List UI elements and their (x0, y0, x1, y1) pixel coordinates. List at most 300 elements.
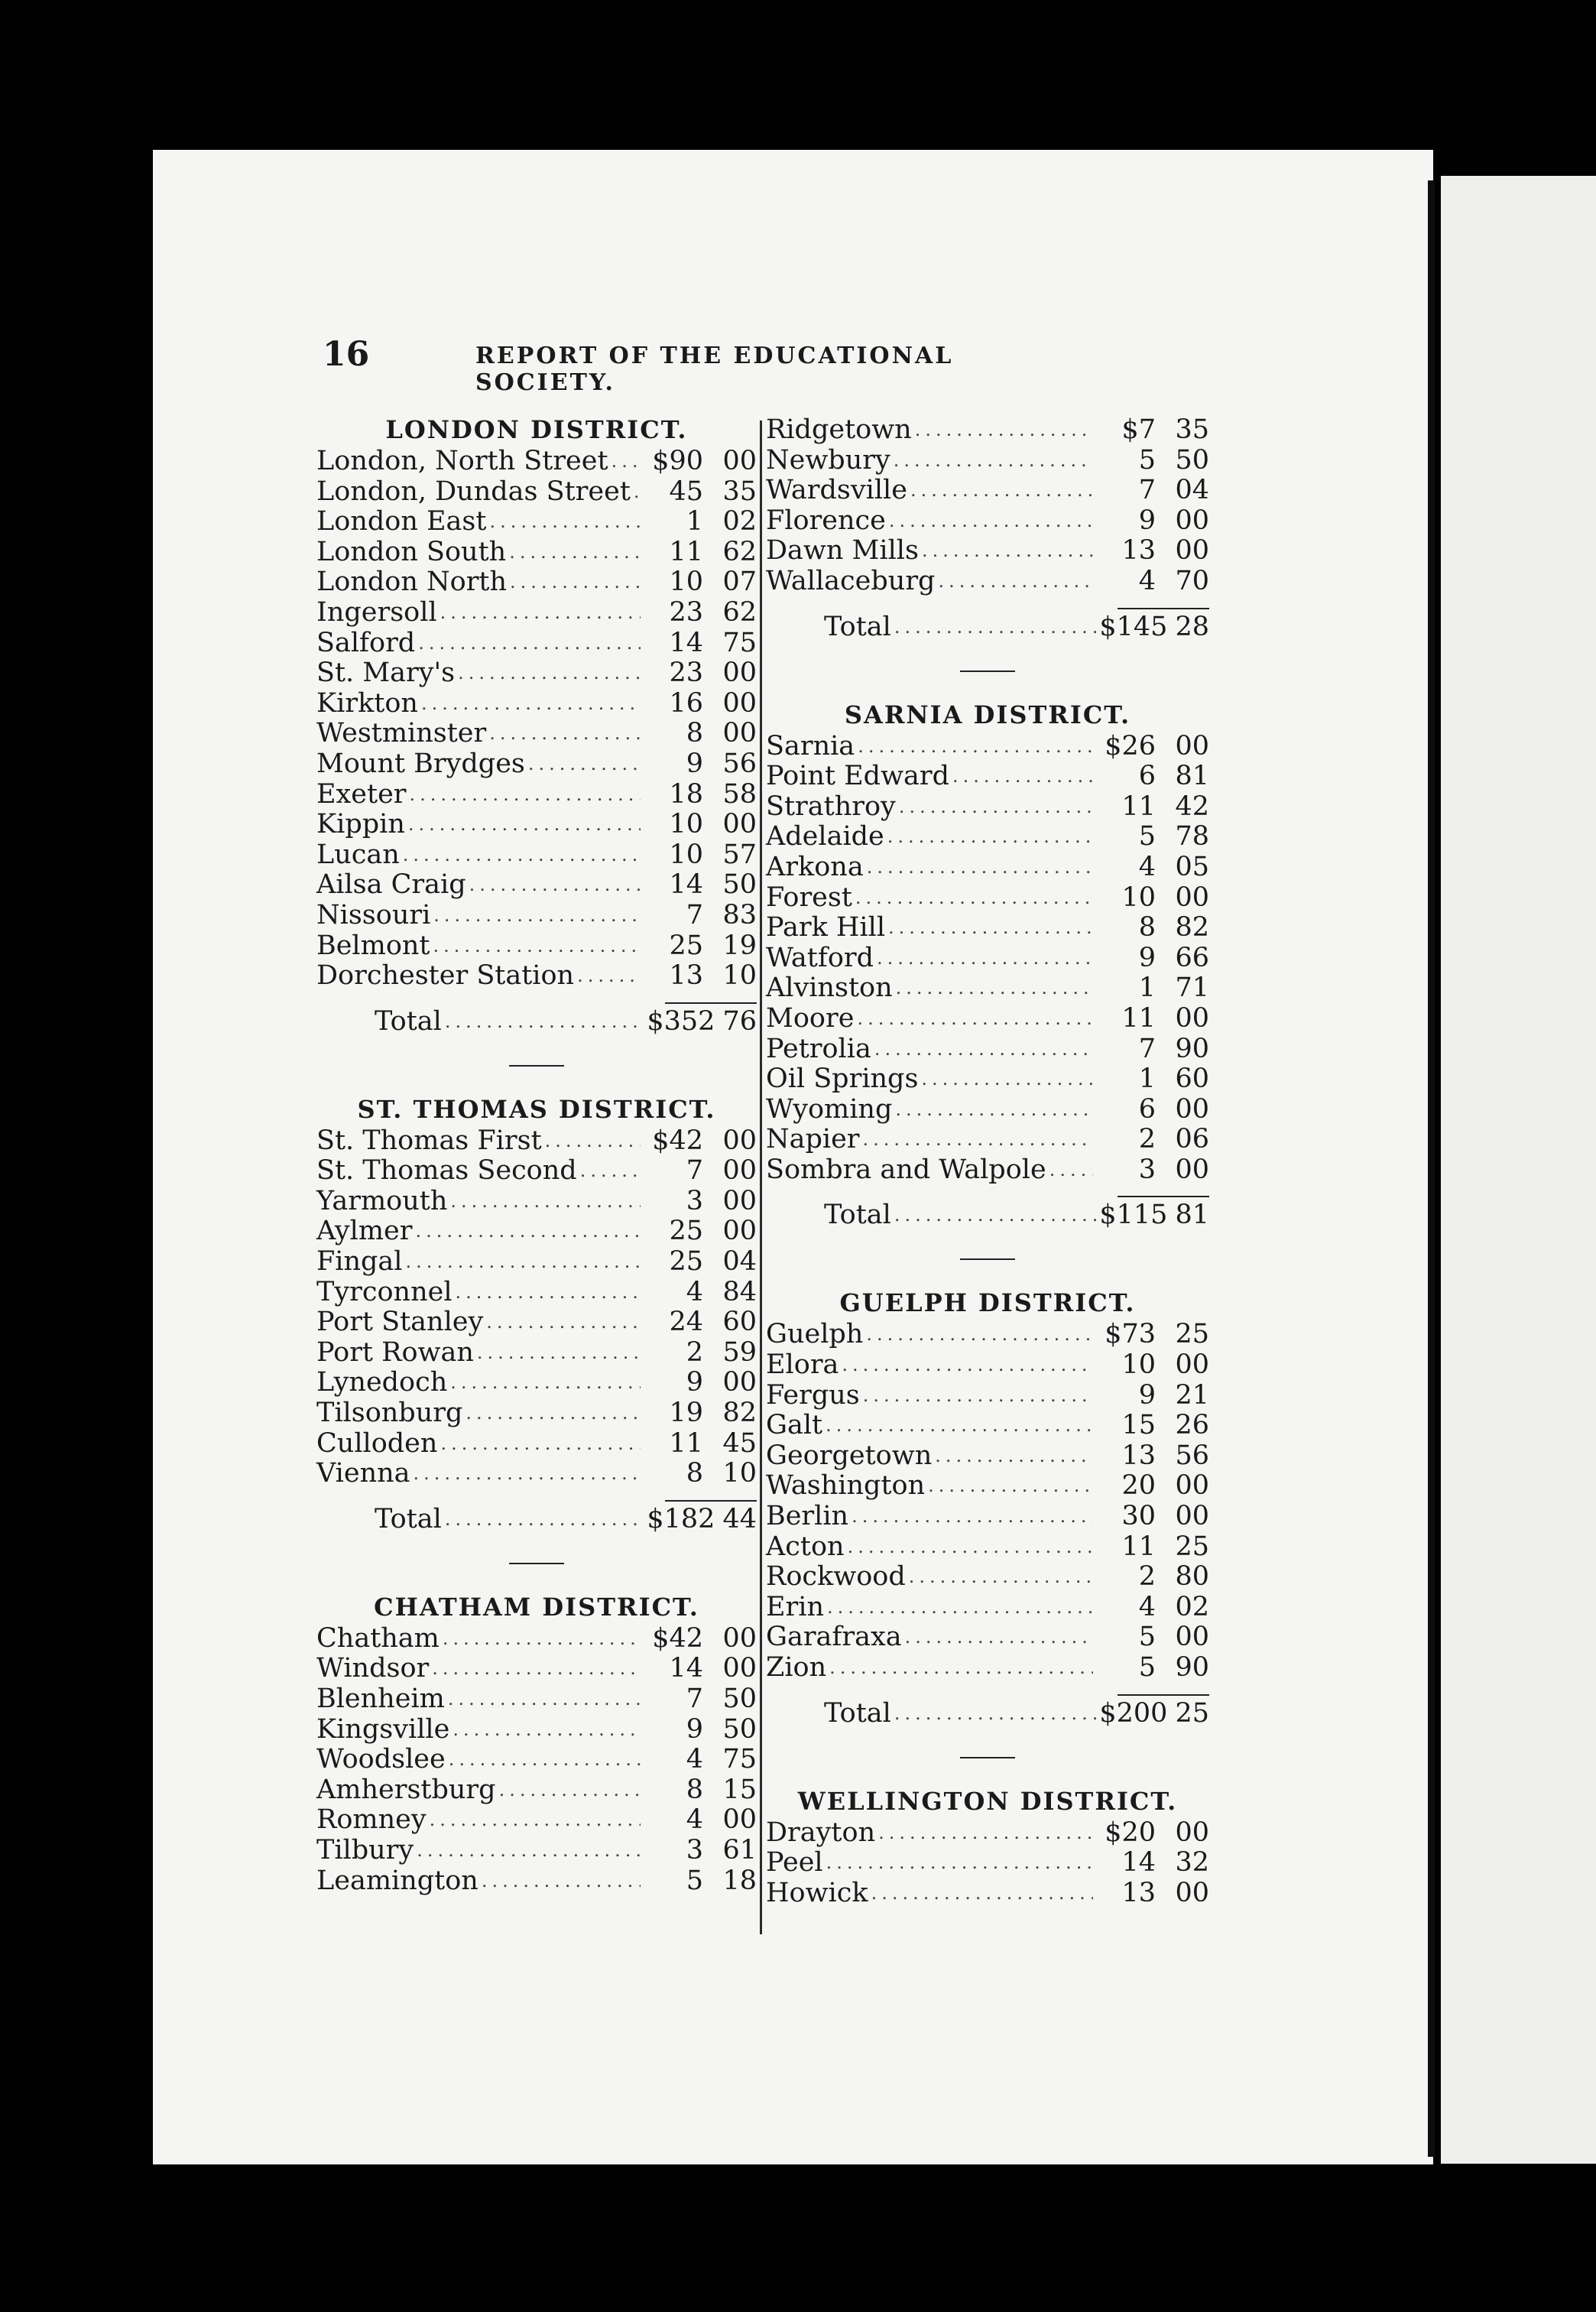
place-name: Washington (766, 1470, 926, 1502)
table-row (316, 1654, 757, 1684)
section-separator (509, 1065, 564, 1067)
amount-cents: 82 (1175, 912, 1209, 943)
amount-dollars: 10 (1121, 882, 1156, 913)
leader-dots (852, 1502, 1093, 1532)
amount-dollars: 4 (1138, 565, 1156, 596)
leader-dots (952, 761, 1093, 792)
page-header (323, 335, 1087, 396)
place-name: Point Edward (766, 761, 950, 792)
leader-dots (486, 1307, 641, 1338)
place-name: Oil Springs (766, 1063, 919, 1095)
place-name: Mount Brydges (316, 748, 525, 779)
amount-cents: 59 (722, 1336, 757, 1368)
amount-cents: 00 (1175, 1093, 1209, 1125)
place-name: Fergus (766, 1379, 860, 1411)
left-column (316, 413, 757, 1896)
amount-cents: 15 (722, 1774, 757, 1805)
total-row (766, 609, 1209, 645)
leader-dots (878, 1818, 1093, 1849)
amount-dollars: 14 (1121, 1847, 1156, 1878)
table-row (316, 1338, 757, 1369)
place-name: Romney (316, 1804, 427, 1836)
table-row (316, 870, 757, 901)
amount-dollars: 24 (669, 1307, 703, 1338)
amount-dollars: 5 (1138, 444, 1156, 476)
place-name: Galt (766, 1410, 823, 1441)
leader-dots (863, 1125, 1093, 1155)
amount-dollars: 10 (669, 809, 703, 840)
amount-dollars: 18 (669, 778, 703, 810)
amount-dollars: 14 (669, 627, 703, 658)
amount-dollars: 3 (1138, 1154, 1156, 1185)
place-name: Fingal (316, 1246, 403, 1278)
table-row (766, 822, 1209, 852)
amount-cents: 00 (1175, 1877, 1209, 1908)
amount-cents: 32 (1175, 1847, 1209, 1878)
amount-cents: 00 (722, 718, 757, 749)
table-row (766, 1848, 1209, 1878)
amount-dollars: 25 (669, 1246, 703, 1278)
amount-cents: 00 (722, 809, 757, 840)
table-row (766, 1878, 1209, 1909)
amount-cents: 62 (722, 536, 757, 567)
place-name: Napier (766, 1124, 860, 1155)
table-row (766, 913, 1209, 943)
leader-dots (611, 446, 641, 477)
table-row (316, 1156, 757, 1187)
leader-dots (417, 1836, 641, 1866)
table-row (316, 1745, 757, 1775)
place-name: London North (316, 567, 508, 598)
table-row (316, 780, 757, 810)
table-row (766, 476, 1209, 506)
district-table (316, 1126, 757, 1489)
table-row (766, 1653, 1209, 1684)
amount-cents: 00 (1175, 1817, 1209, 1848)
amount-cents: 60 (722, 1307, 757, 1338)
amount-cents: 25 (1175, 1319, 1209, 1350)
place-name: Elora (766, 1349, 839, 1381)
amount-dollars: 9 (1138, 942, 1156, 973)
amount-dollars: 13 (1121, 1877, 1156, 1908)
amount-dollars: $26 (1105, 730, 1156, 761)
table-row (316, 931, 757, 962)
leader-dots (458, 658, 641, 689)
amount-cents: 00 (722, 1804, 757, 1836)
table-row (766, 792, 1209, 823)
table-row (766, 1350, 1209, 1381)
place-name: Garafraxa (766, 1622, 902, 1653)
place-name: Kingsville (316, 1713, 450, 1745)
table-row (766, 506, 1209, 537)
amount-dollars: 4 (686, 1804, 703, 1836)
amount-dollars: 1 (1138, 973, 1156, 1004)
amount-dollars: $42 (652, 1622, 703, 1654)
place-name: Vienna (316, 1458, 410, 1489)
place-name: Adelaide (766, 821, 884, 852)
amount-cents: 90 (1175, 1033, 1209, 1064)
place-name: St. Mary's (316, 658, 456, 689)
place-name: Leamington (316, 1865, 478, 1896)
amount-dollars: 11 (669, 1427, 703, 1459)
place-name: Wyoming (766, 1093, 893, 1125)
amount-dollars: 4 (686, 1276, 703, 1307)
leader-dots (433, 901, 641, 931)
table-row (766, 1562, 1209, 1593)
page-number: 16 (323, 335, 370, 374)
table-row (316, 1278, 757, 1308)
amount-dollars: 5 (1138, 1652, 1156, 1683)
column-divider (760, 421, 762, 1934)
place-name: Nissouri (316, 899, 431, 930)
place-name: Forest (766, 882, 852, 913)
total-row (316, 1502, 757, 1537)
district-table (766, 415, 1209, 597)
place-name: Wallaceburg (766, 565, 936, 596)
amount-dollars: 10 (1121, 1349, 1156, 1381)
amount-dollars: 30 (1121, 1501, 1156, 1532)
place-name: Port Stanley (316, 1307, 484, 1338)
district-title: WELLINGTON DISTRICT. (797, 1786, 1178, 1816)
amount-cents: 00 (722, 1653, 757, 1684)
place-name: Arkona (766, 851, 864, 882)
amount-cents: 50 (1175, 444, 1209, 476)
table-row (766, 1502, 1209, 1532)
table-row (766, 1320, 1209, 1350)
place-name: Berlin (766, 1501, 849, 1532)
leader-dots (899, 792, 1093, 823)
table-row (316, 1368, 757, 1398)
place-name: Ailsa Craig (316, 869, 466, 901)
leader-dots (867, 852, 1093, 883)
table-row (316, 1307, 757, 1338)
table-row (316, 961, 757, 992)
amount-dollars: 4 (1138, 851, 1156, 882)
place-name: Howick (766, 1877, 868, 1908)
place-name: Aylmer (316, 1216, 413, 1247)
leader-dots (445, 1502, 644, 1537)
amount-cents: 58 (722, 778, 757, 810)
total-dollars: $182 (647, 1503, 715, 1534)
place-name: Amherstburg (316, 1774, 496, 1805)
amount-dollars: 16 (669, 687, 703, 719)
table-row (316, 719, 757, 749)
place-name: Georgetown (766, 1440, 933, 1471)
table-row (766, 1471, 1209, 1502)
amount-cents: 00 (1175, 882, 1209, 913)
leader-dots (545, 1126, 641, 1157)
table-row (766, 852, 1209, 883)
place-name: Acton (766, 1531, 845, 1562)
amount-dollars: 14 (669, 1653, 703, 1684)
leader-dots (858, 732, 1093, 762)
place-name: Salford (316, 627, 416, 658)
place-name: Peel (766, 1847, 823, 1878)
table-row (316, 901, 757, 931)
place-name: Drayton (766, 1817, 876, 1848)
amount-cents: 10 (722, 960, 757, 992)
amount-dollars: 9 (1138, 505, 1156, 536)
leader-dots (421, 689, 641, 719)
leader-dots (415, 1216, 641, 1247)
place-name: Dawn Mills (766, 535, 919, 567)
table-row (316, 1247, 757, 1278)
leader-dots (418, 628, 641, 659)
amount-dollars: $90 (652, 446, 703, 476)
place-name: Zion (766, 1652, 827, 1683)
amount-cents: 84 (722, 1276, 757, 1307)
district-table (316, 1624, 757, 1896)
place-name: Park Hill (766, 912, 886, 943)
table-row (316, 477, 757, 508)
amount-dollars: 25 (669, 1216, 703, 1247)
amount-dollars: 13 (669, 960, 703, 992)
place-name: Ridgetown (766, 414, 912, 445)
amount-cents: 75 (722, 627, 757, 658)
amount-cents: 00 (1175, 535, 1209, 567)
table-row (316, 1805, 757, 1836)
amount-cents: 00 (722, 1622, 757, 1654)
table-row (766, 1411, 1209, 1441)
table-row (316, 1866, 757, 1897)
leader-dots (580, 1156, 641, 1187)
amount-cents: 78 (1175, 821, 1209, 852)
amount-dollars: 19 (669, 1398, 703, 1429)
table-row (766, 1622, 1209, 1653)
leader-dots (909, 1562, 1093, 1593)
amount-dollars: 9 (1138, 1379, 1156, 1411)
place-name: Moore (766, 1002, 855, 1034)
leader-dots (430, 1805, 641, 1836)
leader-dots (477, 1338, 641, 1369)
table-row (316, 1624, 757, 1654)
leader-dots (440, 1429, 641, 1460)
amount-cents: 00 (1175, 1002, 1209, 1034)
table-row (316, 1126, 757, 1157)
amount-dollars: 3 (686, 1185, 703, 1216)
leader-dots (406, 1247, 641, 1278)
section-separator (960, 1757, 1015, 1758)
place-name: Lucan (316, 839, 400, 870)
table-row (766, 1125, 1209, 1155)
amount-dollars: 1 (686, 506, 703, 537)
amount-cents: 00 (1175, 730, 1209, 761)
amount-cents: 81 (1175, 761, 1209, 792)
leader-dots (414, 1459, 641, 1489)
amount-dollars: 11 (669, 536, 703, 567)
total-cents: 28 (1175, 611, 1209, 642)
leader-dots (928, 1471, 1093, 1502)
amount-cents: 10 (722, 1458, 757, 1489)
amount-dollars: 25 (669, 930, 703, 961)
place-name: Westminster (316, 718, 487, 749)
leader-dots (432, 1654, 641, 1684)
amount-cents: 50 (722, 1684, 757, 1714)
amount-cents: 00 (722, 687, 757, 719)
amount-dollars: 23 (669, 596, 703, 628)
table-row (766, 1155, 1209, 1186)
place-name: Strathroy (766, 791, 896, 822)
leader-dots (482, 1866, 641, 1897)
leader-dots (905, 1622, 1093, 1653)
leader-dots (877, 943, 1093, 974)
place-name: Kippin (316, 809, 405, 840)
amount-cents: 60 (1175, 1063, 1209, 1095)
table-row (316, 1836, 757, 1866)
amount-cents: 57 (722, 839, 757, 870)
table-row (316, 1775, 757, 1806)
table-row (316, 537, 757, 568)
amount-dollars: 8 (1138, 912, 1156, 943)
table-row (316, 628, 757, 659)
leader-dots (894, 1197, 1097, 1232)
leader-dots (466, 1398, 641, 1429)
amount-dollars: 6 (1138, 1093, 1156, 1125)
district-title: LONDON DISTRICT. (385, 415, 688, 444)
leader-dots (863, 1381, 1093, 1411)
leader-dots (510, 567, 641, 598)
amount-dollars: $73 (1105, 1319, 1156, 1350)
leader-dots (894, 609, 1097, 645)
amount-cents: 66 (1175, 942, 1209, 973)
amount-dollars: 13 (1121, 1440, 1156, 1471)
amount-dollars: 8 (686, 1774, 703, 1805)
table-row (316, 749, 757, 780)
table-row (316, 1398, 757, 1429)
table-row (316, 1684, 757, 1715)
place-name: London, Dundas Street (316, 476, 631, 507)
leader-dots (469, 870, 641, 901)
district-title: CHATHAM DISTRICT. (374, 1592, 699, 1622)
amount-cents: 45 (722, 1427, 757, 1459)
leader-dots (489, 507, 641, 537)
amount-dollars: 11 (1121, 791, 1156, 822)
amount-cents: 02 (1175, 1591, 1209, 1622)
leader-dots (509, 537, 641, 568)
amount-cents: 26 (1175, 1410, 1209, 1441)
table-row (316, 689, 757, 719)
leader-dots (910, 476, 1093, 506)
place-name: Tilsonburg (316, 1398, 463, 1429)
place-name: London East (316, 506, 487, 537)
leader-dots (857, 1004, 1093, 1034)
total-cents: 81 (1175, 1200, 1209, 1231)
amount-cents: 83 (722, 899, 757, 930)
amount-dollars: 20 (1121, 1470, 1156, 1502)
table-row (766, 415, 1209, 446)
leader-dots (456, 1278, 641, 1308)
amount-dollars: 14 (669, 869, 703, 901)
place-name: Blenheim (316, 1684, 445, 1714)
leader-dots (634, 477, 641, 508)
leader-dots (827, 1593, 1093, 1623)
leader-dots (448, 1684, 641, 1715)
amount-dollars: 9 (686, 748, 703, 779)
table-row (766, 883, 1209, 914)
district-table (766, 732, 1209, 1186)
leader-dots (935, 1441, 1093, 1472)
table-row (766, 732, 1209, 762)
amount-dollars: 7 (1138, 1033, 1156, 1064)
leader-dots (450, 1368, 641, 1398)
amount-dollars: 9 (686, 1713, 703, 1745)
table-row (766, 1441, 1209, 1472)
leader-dots (922, 536, 1093, 567)
table-row (316, 658, 757, 689)
amount-cents: 25 (1175, 1531, 1209, 1562)
leader-dots (450, 1187, 641, 1217)
district-title: ST. THOMAS DISTRICT. (357, 1094, 716, 1124)
amount-cents: 00 (1175, 1154, 1209, 1185)
amount-cents: 82 (722, 1398, 757, 1429)
place-name: Chatham (316, 1622, 440, 1654)
total-cents: 25 (1175, 1697, 1209, 1729)
leader-dots (528, 749, 641, 780)
place-name: St. Thomas Second (316, 1155, 577, 1187)
amount-dollars: 5 (1138, 1622, 1156, 1653)
book-spine (1428, 180, 1435, 2157)
amount-dollars: 2 (686, 1336, 703, 1368)
section-separator (509, 1563, 564, 1564)
place-name: Wardsville (766, 475, 907, 506)
amount-dollars: $42 (652, 1125, 703, 1156)
total-dollars: $115 (1099, 1200, 1168, 1231)
amount-dollars: 45 (669, 476, 703, 507)
place-name: Culloden (316, 1427, 438, 1459)
amount-cents: 00 (722, 1155, 757, 1187)
leader-dots (449, 1745, 641, 1775)
amount-dollars: 8 (686, 718, 703, 749)
leader-dots (829, 1653, 1093, 1684)
amount-cents: 00 (722, 1216, 757, 1247)
amount-cents: 35 (722, 476, 757, 507)
leader-dots (871, 1878, 1093, 1909)
amount-cents: 62 (722, 596, 757, 628)
amount-dollars: 3 (686, 1834, 703, 1866)
amount-cents: 00 (722, 1367, 757, 1398)
amount-dollars: 10 (669, 567, 703, 598)
amount-cents: 56 (1175, 1440, 1209, 1471)
place-name: Port Rowan (316, 1336, 474, 1368)
total-label: Total (375, 1503, 442, 1534)
amount-cents: 00 (1175, 1470, 1209, 1502)
table-row (766, 1532, 1209, 1563)
amount-dollars: $20 (1105, 1817, 1156, 1848)
amount-dollars: 15 (1121, 1410, 1156, 1441)
place-name: Tilbury (316, 1834, 414, 1866)
leader-dots (894, 446, 1093, 476)
place-name: Sarnia (766, 730, 855, 761)
amount-dollars: 5 (686, 1865, 703, 1896)
place-name: Lynedoch (316, 1367, 448, 1398)
leader-dots (874, 1034, 1093, 1065)
table-row (766, 1593, 1209, 1623)
amount-cents: 18 (722, 1865, 757, 1896)
amount-dollars: 11 (1121, 1002, 1156, 1034)
leader-dots (489, 719, 641, 749)
amount-dollars: 10 (669, 839, 703, 870)
amount-cents: 04 (1175, 475, 1209, 506)
leader-dots (887, 822, 1093, 852)
amount-cents: 05 (1175, 851, 1209, 882)
amount-dollars: 23 (669, 658, 703, 689)
place-name: Petrolia (766, 1033, 871, 1064)
amount-cents: 21 (1175, 1379, 1209, 1411)
total-label: Total (375, 1005, 442, 1037)
leader-dots (889, 506, 1093, 537)
leader-dots (440, 598, 641, 628)
table-row (316, 1459, 757, 1489)
